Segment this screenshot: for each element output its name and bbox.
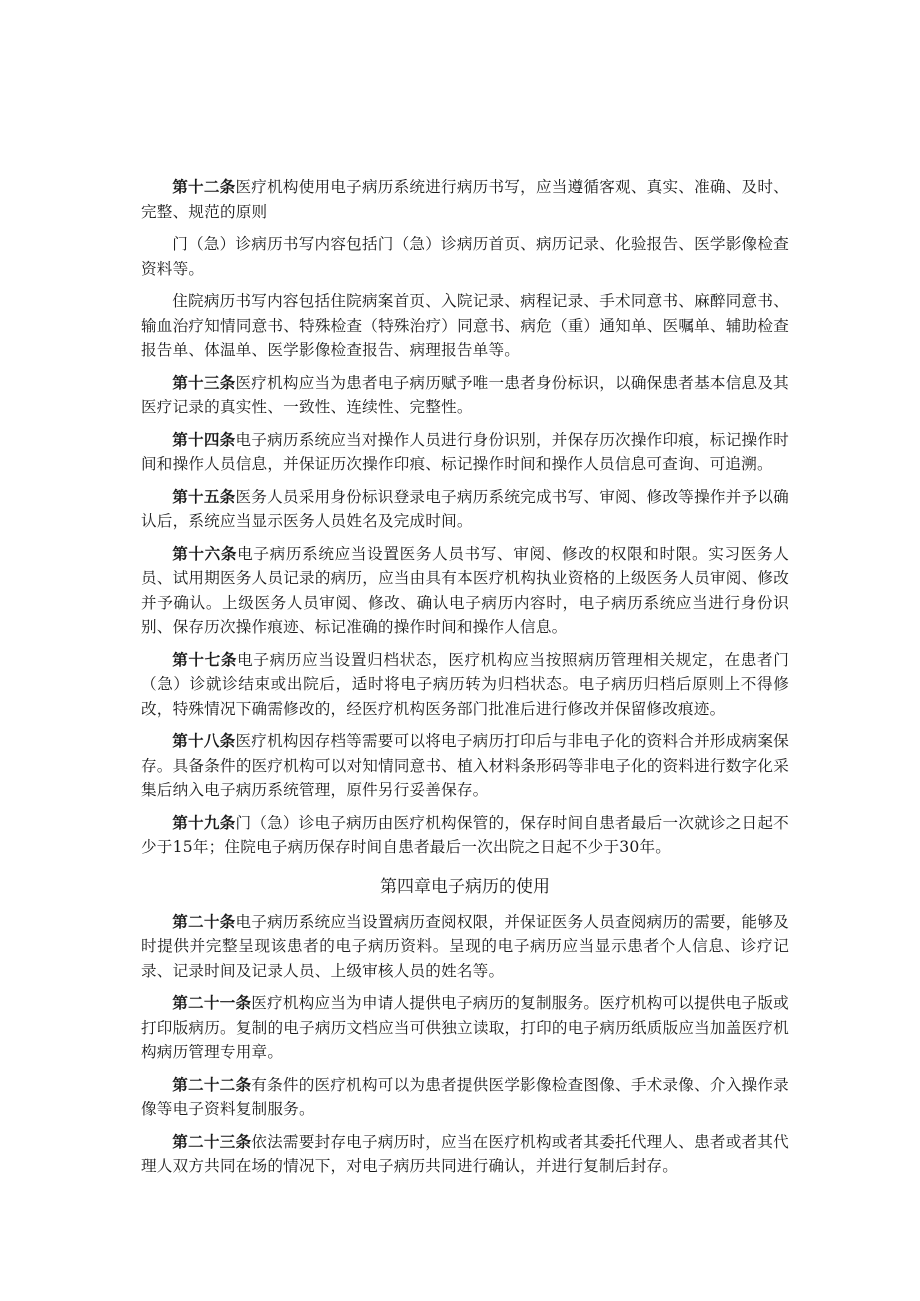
article-text: 有条件的医疗机构可以为患者提供医学影像检查图像、手术录像、介入操作录像等电子资料复制服务。	[141, 1075, 789, 1118]
article-paragraph	[141, 485, 789, 534]
article-text: 依法需要封存电子病历时，应当在医疗机构或者其委托代理人、患者或者其代理人双方共同在场的情况下，对电子病历共同进行确认，并进行复制后封存。	[141, 1132, 789, 1175]
article-paragraph	[141, 289, 789, 363]
article-number: 第十二条	[172, 177, 236, 196]
article-paragraph	[141, 428, 789, 477]
chapter-title: 第四章电子病历的使用	[380, 876, 550, 897]
article-text: 医疗机构应当为申请人提供电子病历的复制服务。医疗机构可以提供电子版或打印版病历。复制的电子病历文档应当可供独立读取，打印的电子病历纸质版应当加盖医疗机构病历管理专用章。	[141, 994, 789, 1061]
article-number: 第二十三条	[172, 1131, 252, 1151]
article-list-bottom	[141, 910, 789, 1179]
article-number: 第二十二条	[172, 1074, 252, 1094]
article-text: 医疗机构使用电子病历系统进行病历书写，应当遵循客观、真实、准确、及时、完整、规范的原则	[141, 178, 789, 221]
document-page	[141, 175, 789, 1187]
article-paragraph	[141, 232, 789, 281]
article-text: 门（急）诊电子病历由医疗机构保管的，保存时间自患者最后一次就诊之日起不少于15年；住院电子病历保存时间自患者最后一次出院之日起不少于30年。	[141, 813, 789, 856]
article-paragraph	[141, 1130, 789, 1179]
article-number: 第十三条	[172, 372, 236, 392]
article-number: 第十四条	[172, 429, 236, 449]
article-text: 医疗机构因存档等需要可以将电子病历打印后与非电子化的资料合并形成病案保存。具备条件的医疗机构可以对知情同意书、植入材料条形码等非电子化的资料进行数字化采集后纳入电子病历系统管理，原件另行妥善保存。	[141, 732, 789, 799]
article-text: 电子病历系统应当对操作人员进行身份识别，并保存历次操作印痕，标记操作时间和操作人员信息，并保证历次操作印痕、标记操作时间和操作人员信息可查询、可追溯。	[141, 430, 789, 473]
article-text: 电子病历应当设置归档状态，医疗机构应当按照病历管理相关规定，在患者门（急）诊就诊结束或出院后，适时将电子病历转为归档状态。电子病历归档后原则上不得修改，特殊情况下确需修改的，经医疗机构医务部门批准后进行修改并保留修改痕迹。	[141, 650, 789, 718]
article-paragraph	[141, 542, 789, 640]
article-text: 电子病历系统应当设置病历查阅权限，并保证医务人员查阅病历的需要，能够及时提供并完整呈现该患者的电子病历资料。呈现的电子病历应当显示患者个人信息、诊疗记录、记录时间及记录人员、上级审核人员的姓名等。	[141, 912, 789, 980]
article-number: 第十六条	[172, 543, 238, 563]
article-paragraph	[141, 811, 789, 860]
article-number: 第二十一条	[172, 993, 252, 1012]
article-text: 住院病历书写内容包括住院病案首页、入院记录、病程记录、手术同意书、麻醉同意书、输血治疗知情同意书、特殊检查（特殊治疗）同意书、病危（重）通知单、医嘱单、辅助检查报告单、体温单、医学影像检查报告、病理报告单等。	[141, 292, 789, 359]
article-number: 第十九条	[172, 812, 236, 832]
article-text: 电子病历系统应当设置医务人员书写、审阅、修改的权限和时限。实习医务人员、试用期医务人员记录的病历，应当由具有本医疗机构执业资格的上级医务人员审阅、修改并予确认。上级医务人员审阅、修改、确认电子病历内容时，电子病历系统应当进行身份识别、保存历次操作痕迹、标记准确的操作时间和操作人信息。	[141, 544, 789, 636]
article-list-top	[141, 175, 789, 860]
article-text: 门（急）诊病历书写内容包括门（急）诊病历首页、病历记录、化验报告、医学影像检查资料等。	[141, 235, 789, 278]
article-paragraph	[141, 1073, 789, 1122]
article-paragraph	[141, 729, 789, 803]
article-text: 医务人员采用身份标识登录电子病历系统完成书写、审阅、修改等操作并予以确认后，系统应当显示医务人员姓名及完成时间。	[141, 487, 789, 530]
article-number: 第十七条	[172, 649, 238, 669]
article-paragraph	[141, 175, 789, 224]
article-paragraph	[141, 371, 789, 420]
article-number: 第十五条	[172, 486, 236, 506]
article-number: 第十八条	[172, 731, 236, 750]
article-paragraph	[141, 991, 789, 1065]
article-paragraph	[141, 910, 789, 984]
article-text: 医疗机构应当为患者电子病历赋予唯一患者身份标识，以确保患者基本信息及其医疗记录的真实性、一致性、连续性、完整性。	[141, 373, 789, 416]
article-number: 第二十条	[172, 911, 236, 931]
article-paragraph	[141, 648, 789, 722]
